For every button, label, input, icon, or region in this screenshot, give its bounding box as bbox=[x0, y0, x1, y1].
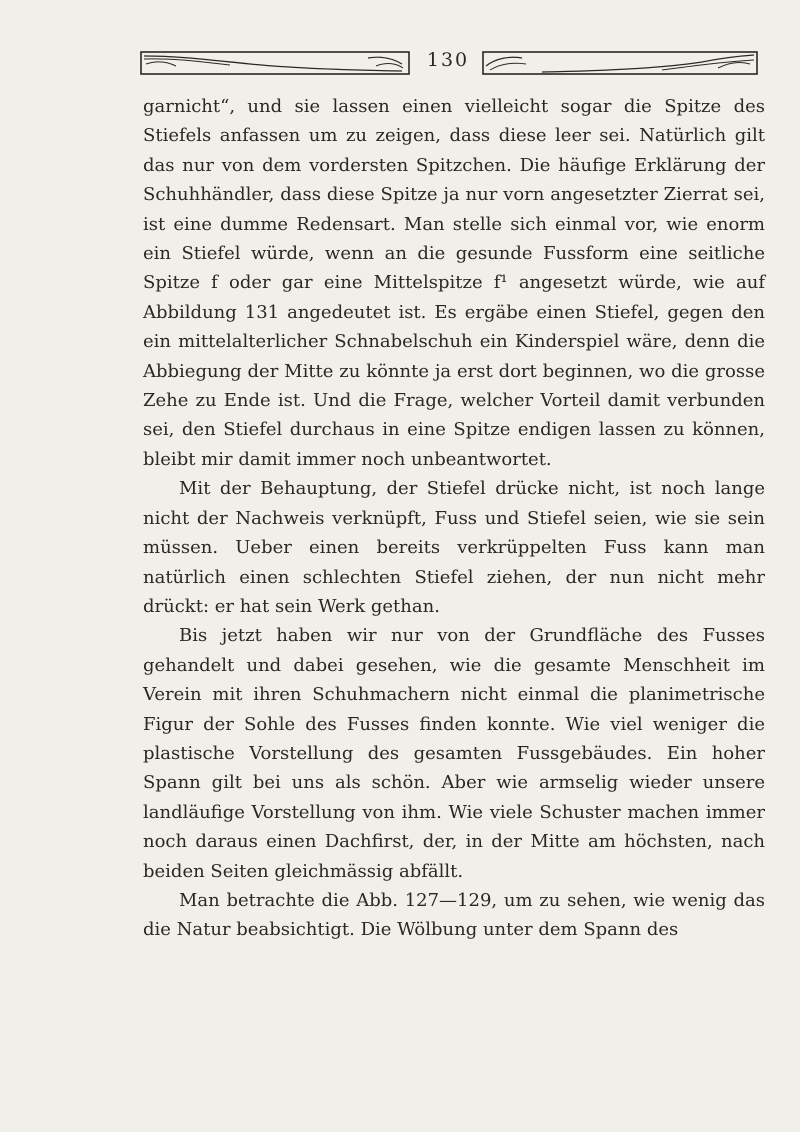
paragraph-4: Man betrachte die Abb. 127—129, um zu sehen, wie wenig das die Natur beabsichtigt. Die Wölbung unter dem Spann des bbox=[143, 889, 765, 941]
body-text bbox=[143, 92, 765, 945]
paragraph-2: Mit der Behauptung, der Stiefel drücke nicht, ist noch lange nicht der Nachweis verknüpft, Fuss und Stiefel seien, wie sie sein müssen. Ueber einen bereits verkrüppelten Fuss kann man natürlich einen schlechten Stiefel ziehen, der nun nicht mehr drückt: er hat sein Werk gethan. bbox=[143, 478, 765, 617]
page-number: 130 bbox=[426, 49, 470, 71]
page-header bbox=[140, 46, 760, 86]
decorative-ornament-left-icon bbox=[140, 50, 410, 76]
decorative-ornament-right-icon bbox=[482, 50, 758, 76]
paragraph-1: garnicht“, und sie lassen einen vielleicht sogar die Spitze des Stiefels anfassen um zu zeigen, dass diese leer sei. Natürlich gilt das nur von dem vordersten Spitzchen. Die häufige Erklärung der Schuhhändler, dass diese Spitze ja nur vorn angesetzter Zierrat sei, ist eine dumme Redensart. Man stelle sich einmal vor, wie enorm ein Stiefel würde, wenn an die gesunde Fussform eine seitliche Spitze f oder gar eine Mittelspitze f¹ angesetzt würde, wie auf Abbildung 131 angedeutet ist. Es ergäbe einen Stiefel, gegen den ein mittelalterlicher Schnabelschuh ein Kinderspiel wäre, denn die Abbiegung der Mitte zu könnte ja erst dort beginnen, wo die grosse Zehe zu Ende ist. Und die Frage, welcher Vorteil damit verbunden sei, den Stiefel durchaus in eine Spitze endigen lassen zu können, bleibt mir damit immer noch unbeantwortet. bbox=[143, 96, 765, 470]
paragraph-3: Bis jetzt haben wir nur von der Grundfläche des Fusses gehandelt und dabei gesehen, wie die gesamte Menschheit im Verein mit ihren Schuhmachern nicht einmal die planimetrische Figur der Sohle des Fusses finden konnte. Wie viel weniger die plastische Vorstellung des gesamten Fussgebäudes. Ein hoher Spann gilt bei uns als schön. Aber wie armselig wieder unsere landläufige Vorstellung von ihm. Wie viele Schuster machen immer noch daraus einen Dachfirst, der, in der Mitte am höchsten, nach beiden Seiten gleichmässig abfällt. bbox=[143, 625, 765, 882]
